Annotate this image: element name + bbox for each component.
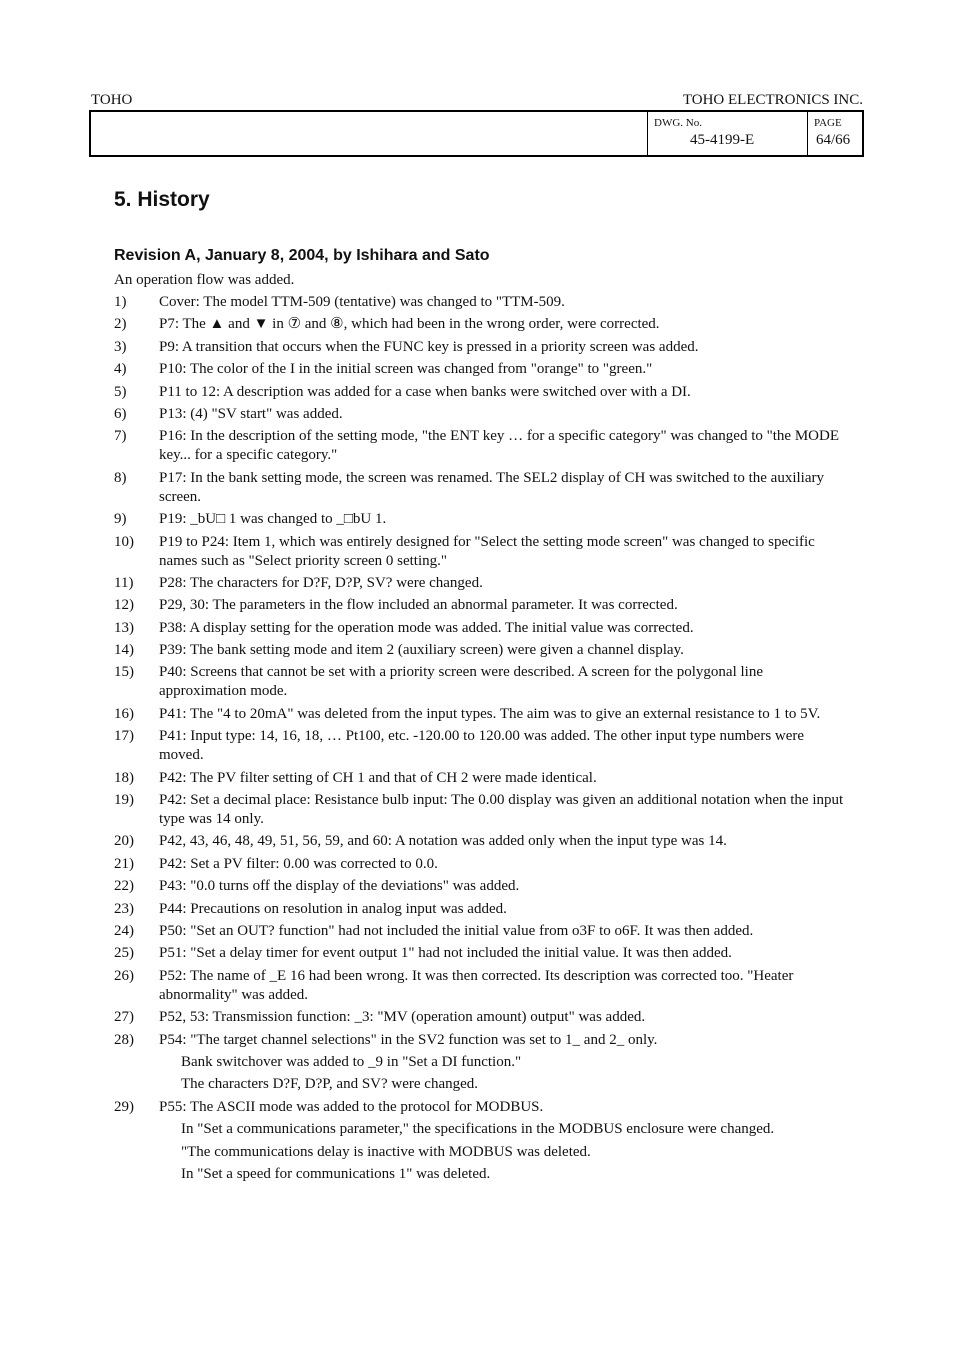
section-title: 5. History — [114, 188, 210, 211]
item-number: 5) — [114, 383, 127, 400]
drawing-number: 45-4199-E — [690, 132, 755, 148]
history-item — [114, 922, 844, 941]
history-item — [114, 1098, 844, 1117]
item-number: 17) — [114, 728, 134, 745]
history-item — [114, 832, 844, 851]
history-item — [114, 293, 844, 312]
item-text: P7: The ▲ and ▼ in ⑦ and ⑧, which had been in the wrong order, were corrected. — [159, 316, 660, 333]
page-number-cell — [807, 112, 863, 155]
item-text: P52: The name of _E 16 had been wrong. It was then corrected. Its description was corrected too. "Heater abnormality" was added. — [159, 967, 794, 1003]
item-subnote: "The communications delay is inactive with MODBUS was deleted. — [181, 1143, 591, 1160]
history-item — [114, 641, 844, 660]
item-text: P41: The "4 to 20mA" was deleted from the input types. The aim was to give an external resistance to 1 to 5V. — [159, 705, 821, 722]
history-item — [114, 405, 844, 424]
history-item — [114, 360, 844, 379]
item-number: 16) — [114, 705, 134, 722]
header-company-short: TOHO — [91, 92, 133, 108]
history-item — [114, 533, 844, 571]
item-text: P38: A display setting for the operation mode was added. The initial value was corrected. — [159, 619, 694, 636]
item-number: 20) — [114, 833, 134, 850]
item-number: 23) — [114, 900, 134, 917]
item-text: P19: _bU□ 1 was changed to _□bU 1. — [159, 511, 387, 528]
item-text: P42, 43, 46, 48, 49, 51, 56, 59, and 60: A notation was added only when the input type was 14. — [159, 833, 727, 850]
page-number: 64/66 — [816, 132, 851, 148]
history-item — [114, 769, 844, 788]
item-number: 3) — [114, 338, 127, 355]
history-item — [114, 469, 844, 507]
item-number: 6) — [114, 405, 127, 422]
item-text: P17: In the bank setting mode, the screen was renamed. The SEL2 display of CH was switched to the auxiliary screen. — [159, 469, 824, 505]
item-text: Cover: The model TTM-509 (tentative) was changed to "TTM-509. — [159, 294, 565, 310]
item-text: P19 to P24: Item 1, which was entirely designed for "Select the setting mode screen" was changed to specific names such as "Select priority screen 0 setting." — [159, 533, 815, 569]
history-item — [114, 383, 844, 402]
item-number: 24) — [114, 922, 134, 939]
item-text: P41: Input type: 14, 16, 18, … Pt100, etc. -120.00 to 120.00 was added. The other input type numbers were moved. — [159, 728, 805, 764]
item-number: 21) — [114, 855, 134, 872]
history-item — [114, 315, 844, 334]
history-item — [114, 705, 844, 724]
item-number: 29) — [114, 1098, 134, 1115]
item-subnote: In "Set a speed for communications 1" was deleted. — [181, 1165, 491, 1182]
item-text: P28: The characters for D?F, D?P, SV? were changed. — [159, 574, 483, 591]
item-number: 1) — [114, 294, 127, 310]
item-number: 14) — [114, 642, 134, 659]
item-number: 10) — [114, 533, 134, 550]
intro-text: An operation flow was added. — [114, 272, 295, 288]
item-text: P11 to 12: A description was added for a case when banks were switched over with a DI. — [159, 383, 691, 400]
history-item — [114, 944, 844, 963]
item-number: 12) — [114, 597, 134, 614]
history-item — [114, 855, 844, 874]
header-company-full: TOHO ELECTRONICS INC. — [682, 92, 863, 108]
history-item — [114, 619, 844, 638]
item-number: 7) — [114, 428, 127, 445]
item-number: 8) — [114, 469, 127, 486]
history-list — [114, 293, 844, 1187]
item-number: 22) — [114, 878, 134, 895]
item-text: P42: Set a PV filter: 0.00 was corrected to 0.0. — [159, 855, 438, 872]
history-item — [114, 1031, 844, 1050]
item-number: 19) — [114, 792, 134, 809]
item-number: 9) — [114, 511, 127, 528]
item-text: P43: "0.0 turns off the display of the deviations" was added. — [159, 878, 520, 895]
item-text: P29, 30: The parameters in the flow included an abnormal parameter. It was corrected. — [159, 597, 678, 614]
item-number: 28) — [114, 1031, 134, 1048]
drawing-number-cell — [647, 112, 808, 155]
item-number: 18) — [114, 769, 134, 786]
history-item — [114, 663, 844, 701]
item-text: P55: The ASCII mode was added to the protocol for MODBUS. — [159, 1098, 544, 1115]
item-subnote: The characters D?F, D?P, and SV? were changed. — [181, 1076, 479, 1093]
history-item — [114, 338, 844, 357]
history-item — [114, 791, 844, 829]
item-text: P9: A transition that occurs when the FUNC key is pressed in a priority screen was added. — [159, 338, 699, 355]
item-text: P16: In the description of the setting mode, "the ENT key … for a specific category" was changed to "the MODE key... for a specific category." — [159, 428, 839, 464]
item-text: P13: (4) "SV start" was added. — [159, 405, 343, 422]
item-number: 4) — [114, 361, 127, 378]
item-text: P50: "Set an OUT? function" had not included the initial value from o3F to o6F. It was then added. — [159, 922, 754, 939]
item-text: P42: Set a decimal place: Resistance bulb input: The 0.00 display was given an additional notation when the input type was 14 only. — [159, 792, 844, 828]
item-number: 11) — [114, 574, 134, 591]
revision-heading: Revision A, January 8, 2004, by Ishihara and Sato — [114, 247, 490, 264]
item-number: 15) — [114, 664, 134, 681]
item-text: P39: The bank setting mode and item 2 (auxiliary screen) were given a channel display. — [159, 642, 684, 659]
item-number: 13) — [114, 619, 134, 636]
history-item — [114, 1008, 844, 1027]
item-number: 2) — [114, 316, 127, 333]
item-text: P54: "The target channel selections" in the SV2 function was set to 1_ and 2_ only. — [159, 1031, 658, 1048]
history-item — [114, 574, 844, 593]
item-text: P10: The color of the I in the initial screen was changed from "orange" to "green." — [159, 361, 653, 378]
item-number: 26) — [114, 967, 134, 984]
item-subnote: Bank switchover was added to _9 in "Set a DI function." — [181, 1053, 522, 1070]
item-text: P51: "Set a delay timer for event output 1" had not included the initial value. It was then added. — [159, 945, 732, 962]
history-item — [114, 596, 844, 615]
history-item — [114, 727, 844, 765]
item-text: P42: The PV filter setting of CH 1 and that of CH 2 were made identical. — [159, 769, 597, 786]
page-caption: PAGE — [814, 117, 842, 129]
item-text: P44: Precautions on resolution in analog input was added. — [159, 900, 507, 917]
item-number: 27) — [114, 1009, 134, 1026]
history-item — [114, 877, 844, 896]
history-item — [114, 510, 844, 529]
history-item — [114, 900, 844, 919]
item-number: 25) — [114, 945, 134, 962]
item-subnote: In "Set a communications parameter," the specifications in the MODBUS enclosure were changed. — [181, 1121, 775, 1138]
history-item — [114, 967, 844, 1005]
item-text: P40: Screens that cannot be set with a priority screen were described. A screen for the polygonal line approximation mode. — [159, 664, 763, 700]
header-table — [89, 110, 864, 157]
drawing-number-caption: DWG. No. — [654, 117, 702, 129]
history-item — [114, 427, 844, 465]
item-text: P52, 53: Transmission function: _3: "MV (operation amount) output" was added. — [159, 1009, 646, 1026]
